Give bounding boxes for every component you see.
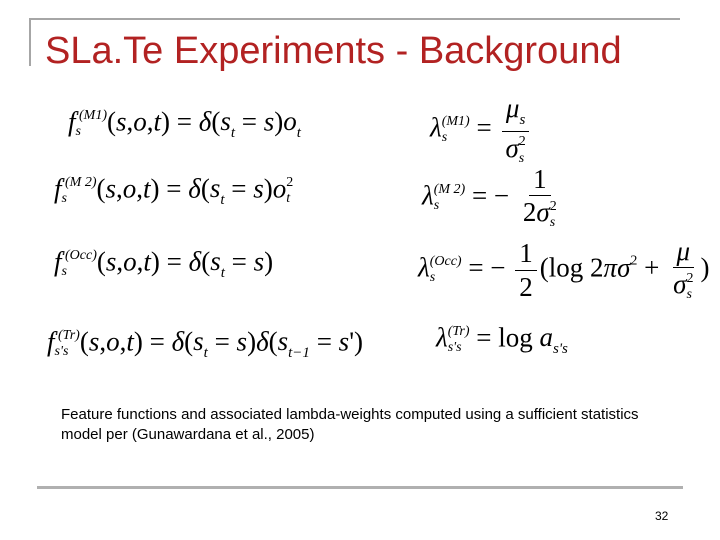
slide-title: SLa.Te Experiments - Background [45,30,622,72]
equation-f-occ: f ·(Occ) s $(s,o,t) = \delta(s_t = s)$ [54,246,274,282]
equation-lambda-m1: λ (M1) s = $\mu_s$ σ 2 s [430,94,533,167]
footer-rule [37,486,683,489]
page-number: 32 [655,509,669,523]
title-frame-left-rule [29,18,31,66]
equation-f-tr: f ·(Tr) s's $(s,o,t) = \delta(s_t = s)\delta(s_{t-1} = s')$ [47,326,364,362]
equation-lambda-m2: λ (M 2) s = − 1 2σ 2 s [422,164,557,231]
equation-f-m1: f ·(M1) s $(s,o,t) = \delta(s_t = s)o_t$ [68,106,301,142]
slide-caption: Feature functions and associated lambda-weights computed using a sufficient statistics model per (Gunawardana et al., 2005) [61,406,639,443]
equation-lambda-tr: λ (Tr) s's = $\log a_{s's}$ [436,322,568,358]
title-frame-top-rule [29,18,680,20]
equation-lambda-occ: λ (Occ) s = − $\frac{1}{2}$ (log $2\pi\sigma^2$ + μ σ 2 s ) [418,236,710,303]
equation-f-m2: f ·(M 2) s $(s,o,t) = \delta(s_t = s)o$ 2 t [54,173,294,209]
